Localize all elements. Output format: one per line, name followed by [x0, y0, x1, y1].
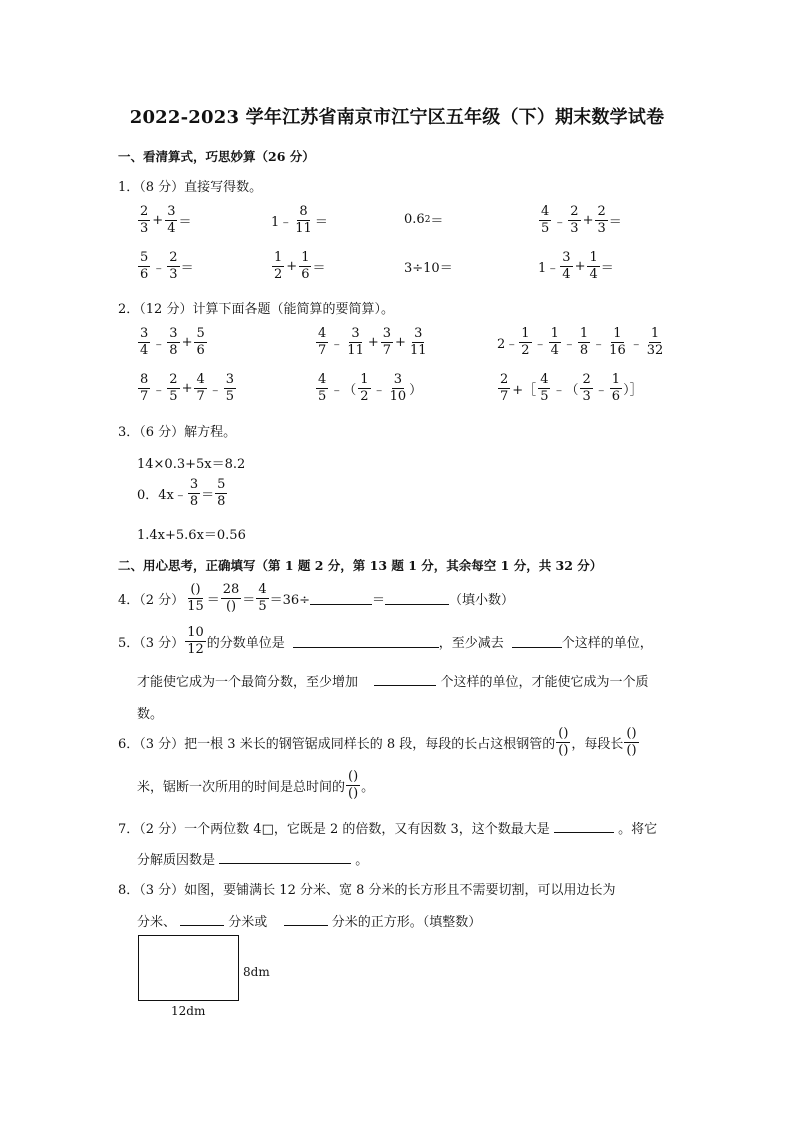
page-title: 2022-2023 学年江苏省南京市江宁区五年级（下）期末数学试卷: [129, 107, 665, 128]
q1-r1c3: 0.6 2 ＝: [404, 212, 444, 229]
q7-blank-2[interactable]: [219, 850, 351, 864]
q2-label: 2．（12 分）计算下面各题（能简算的要简算）。: [118, 302, 394, 317]
rectangle-width-label: 8dm: [243, 965, 270, 979]
q2-expr-6: $\frac{2}{7}$ +［ $\frac{4}{5}$ ﹣（ $\frac{2}{3}$ ﹣ $\frac{1}{6}$ ）］: [500, 372, 643, 404]
q2-expr-2: $\frac{4}{7}$ ﹣ $\frac{3}{11}$ + $\frac{3}{7}$ + $\frac{3}{11}$: [318, 326, 427, 358]
rectangle-length-label: 12dm: [171, 1004, 206, 1018]
q2-expr-4: $\frac{8}{7}$ ﹣ $\frac{2}{5}$ + $\frac{4}{7}$ ﹣ $\frac{3}{5}$: [140, 372, 235, 404]
q5-blank-3[interactable]: [374, 672, 436, 686]
q1-r1c1: $\frac{2}{3}$ + $\frac{3}{4}$ ＝: [140, 204, 192, 236]
q3-label: 3．（6 分）解方程。: [118, 425, 237, 440]
q3-equation-2: 0．4x﹣ $\frac{3}{8}$ ＝ $\frac{5}{8}$: [137, 477, 226, 509]
q1-r1c4: $\frac{4}{5}$ ﹣ $\frac{2}{3}$ + $\frac{2}{3}$ ＝: [541, 204, 622, 236]
q1-r2c3: 3÷10＝: [404, 261, 453, 276]
q3-equation-3: 1.4x+5.6x＝0.56: [137, 528, 246, 543]
q6-line-2: 米，锯断一次所用的时间是总时间的 $\frac{()}{()}$ 。: [137, 769, 375, 801]
q6-line-1: 6．（3 分）把一根 3 米长的钢管锯成同样长的 8 段，每段的长占这根钢管的 $\frac{()}{()}$ ，每段长 $\frac{()}{()}$: [118, 726, 637, 758]
q2-expr-3: 2﹣ $\frac{1}{2}$ ﹣ $\frac{1}{4}$ ﹣ $\frac{1}{8}$ ﹣ $\frac{1}{16}$ ﹣ $\frac{1}{32}$: [497, 326, 664, 358]
q7-line-2: 分解质因数是 。: [137, 849, 368, 868]
q1-r1c2: 1﹣ $\frac{8}{11}$ ＝: [271, 204, 328, 236]
q5-line-2: 才能使它成为一个最简分数，至少增加 个这样的单位，才能使它成为一个质: [137, 671, 648, 690]
q8-line-2: 分米、 分米或 分米的正方形。（填整数）: [137, 911, 481, 930]
q4: 4．（2 分） $\frac{()}{15}$ ＝ $\frac{28}{()}$ ＝ $\frac{4}{5}$ ＝36÷ ＝ （填小数）: [118, 582, 515, 614]
q8-line-1: 8．（3 分）如图，要铺满长 12 分米、宽 8 分米的长方形且不需要切割，可以用边长为: [118, 883, 616, 898]
q2-expr-1: $\frac{3}{4}$ ﹣ $\frac{3}{8}$ + $\frac{5}{6}$: [140, 326, 205, 358]
q1-r2c1: $\frac{5}{6}$ ﹣ $\frac{2}{3}$ ＝: [140, 250, 194, 282]
q5-line-1: 5．（3 分） $\frac{10}{12}$ 的分数单位是 ，至少减去 个这样的单位，: [118, 625, 653, 657]
q8-blank-2[interactable]: [180, 912, 224, 926]
section-2-heading: 二、用心思考，正确填写（第 1 题 2 分，第 13 题 1 分，其余每空 1 分，共 32 分）: [118, 558, 603, 573]
q1-r2c4: 1﹣ $\frac{3}{4}$ + $\frac{1}{4}$ ＝: [538, 250, 614, 282]
q4-blank-1[interactable]: [310, 591, 372, 605]
q4-blank-2[interactable]: [385, 591, 449, 605]
section-1-heading: 一、看清算式，巧思妙算（26 分）: [118, 149, 315, 164]
q2-expr-5: $\frac{4}{5}$ ﹣（ $\frac{1}{2}$ ﹣ $\frac{3}{10}$ ）: [318, 372, 423, 404]
q7-blank-1[interactable]: [554, 819, 614, 833]
q1-label: 1．（8 分）直接写得数。: [118, 180, 263, 195]
q5-blank-2[interactable]: [512, 634, 562, 648]
q3-equation-1: 14×0.3+5x＝8.2: [137, 457, 246, 472]
q7-line-1: 7．（2 分）一个两位数 4□，它既是 2 的倍数，又有因数 3，这个数最大是 。将它: [118, 818, 657, 837]
q5-blank-1[interactable]: [293, 634, 439, 648]
q1-r2c2: $\frac{1}{2}$ + $\frac{1}{6}$ ＝: [274, 250, 326, 282]
rectangle-figure: [138, 935, 239, 1001]
q8-blank-3[interactable]: [284, 912, 328, 926]
q5-line-3: 数。: [137, 707, 164, 722]
